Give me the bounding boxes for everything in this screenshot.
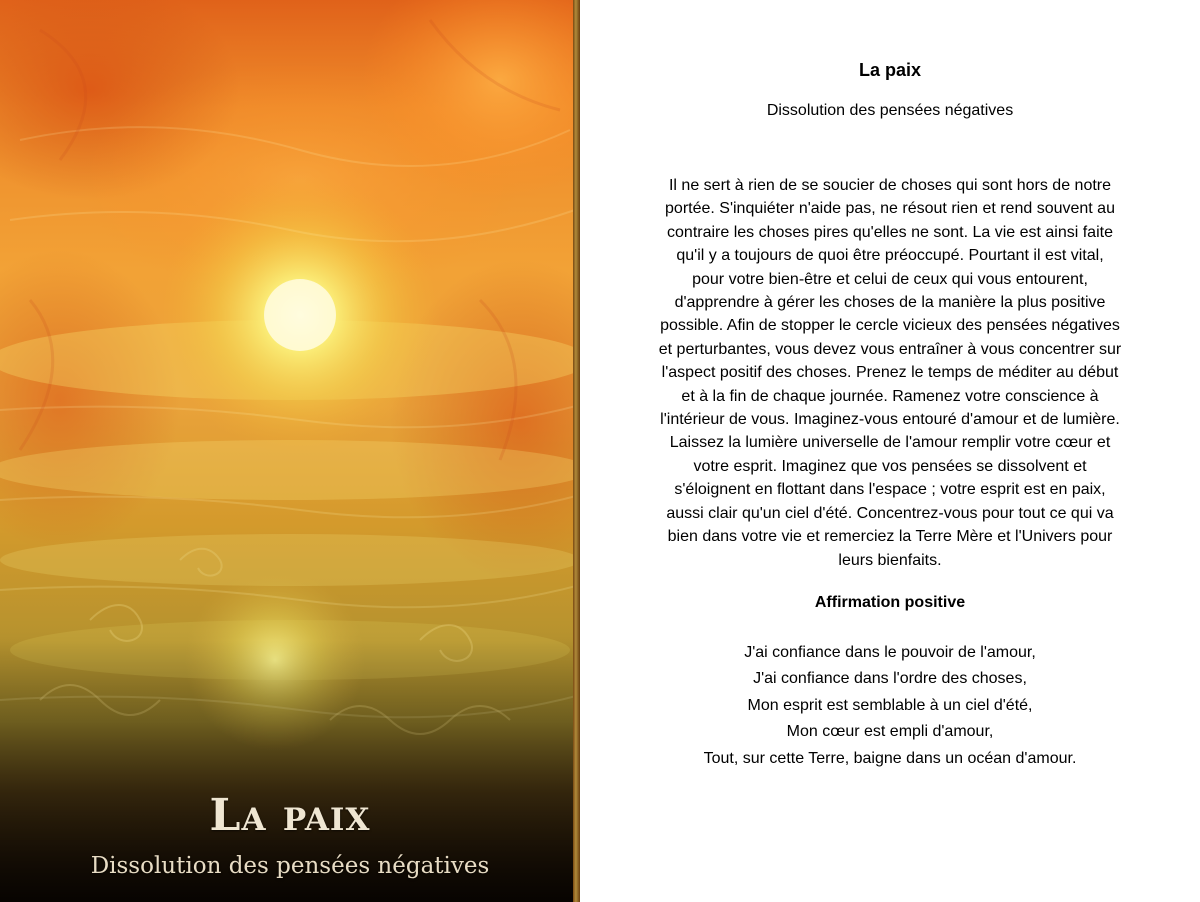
body-line: et à la fin de chaque journée. Ramenez votre conscience à (681, 387, 1099, 405)
affirmation-heading: Affirmation positive (814, 594, 966, 611)
body-line: leurs bienfaits. (838, 551, 942, 569)
body-line: l'intérieur de vous. Imaginez-vous entouré d'amour et de lumière. (660, 411, 1120, 429)
description-body (610, 174, 1170, 572)
body-line: s'éloignent en flottant dans l'espace ; votre esprit est en paix, (674, 481, 1106, 499)
body-line: contraire les choses pires qu'elles ne sont. La vie est ainsi faite (667, 223, 1113, 241)
body-line: pour votre bien-être et celui de ceux qui vous entourent, (692, 270, 1088, 288)
affirmation-line: J'ai confiance dans l'ordre des choses, (753, 670, 1027, 688)
description-subtitle: Dissolution des pensées négatives (766, 102, 1014, 119)
body-line: et perturbantes, vous devez vous entraîner à vous concentrer sur (658, 340, 1122, 358)
oracle-card (0, 0, 580, 902)
description-title: La paix (858, 60, 922, 80)
body-line: bien dans votre vie et remerciez la Terre Mère et l'Univers pour (667, 528, 1113, 546)
affirmation-line: Mon cœur est empli d'amour, (786, 723, 994, 741)
body-line: aussi clair qu'un ciel d'été. Concentrez-vous pour tout ce qui va (666, 504, 1114, 522)
affirmation-text (600, 640, 1180, 772)
body-line: portée. S'inquiéter n'aide pas, ne résout rien et rend souvent au (665, 200, 1115, 218)
card-artwork (0, 0, 580, 902)
body-line: possible. Afin de stopper le cercle vicieux des pensées négatives (660, 317, 1120, 335)
body-line: votre esprit. Imaginez que vos pensées se dissolvent et (693, 457, 1087, 475)
body-line: l'aspect positif des choses. Prenez le temps de méditer au début (661, 364, 1119, 382)
card-edge (573, 0, 580, 902)
body-line: Laissez la lumière universelle de l'amour remplir votre cœur et (669, 434, 1111, 452)
card-title: La paix (209, 790, 371, 841)
card-subtitle: Dissolution des pensées négatives (90, 853, 490, 879)
affirmation-line: Tout, sur cette Terre, baigne dans un océan d'amour. (703, 749, 1077, 767)
body-line: qu'il y a toujours de quoi être préoccupé. Pourtant il est vital, (676, 247, 1104, 265)
affirmation-line: Mon esprit est semblable à un ciel d'été, (747, 696, 1033, 714)
body-line: Il ne sert à rien de se soucier de choses qui sont hors de notre (668, 177, 1112, 194)
affirmation-line: J'ai confiance dans le pouvoir de l'amour, (744, 644, 1036, 661)
body-line: d'apprendre à gérer les choses de la manière la plus positive (674, 294, 1106, 312)
